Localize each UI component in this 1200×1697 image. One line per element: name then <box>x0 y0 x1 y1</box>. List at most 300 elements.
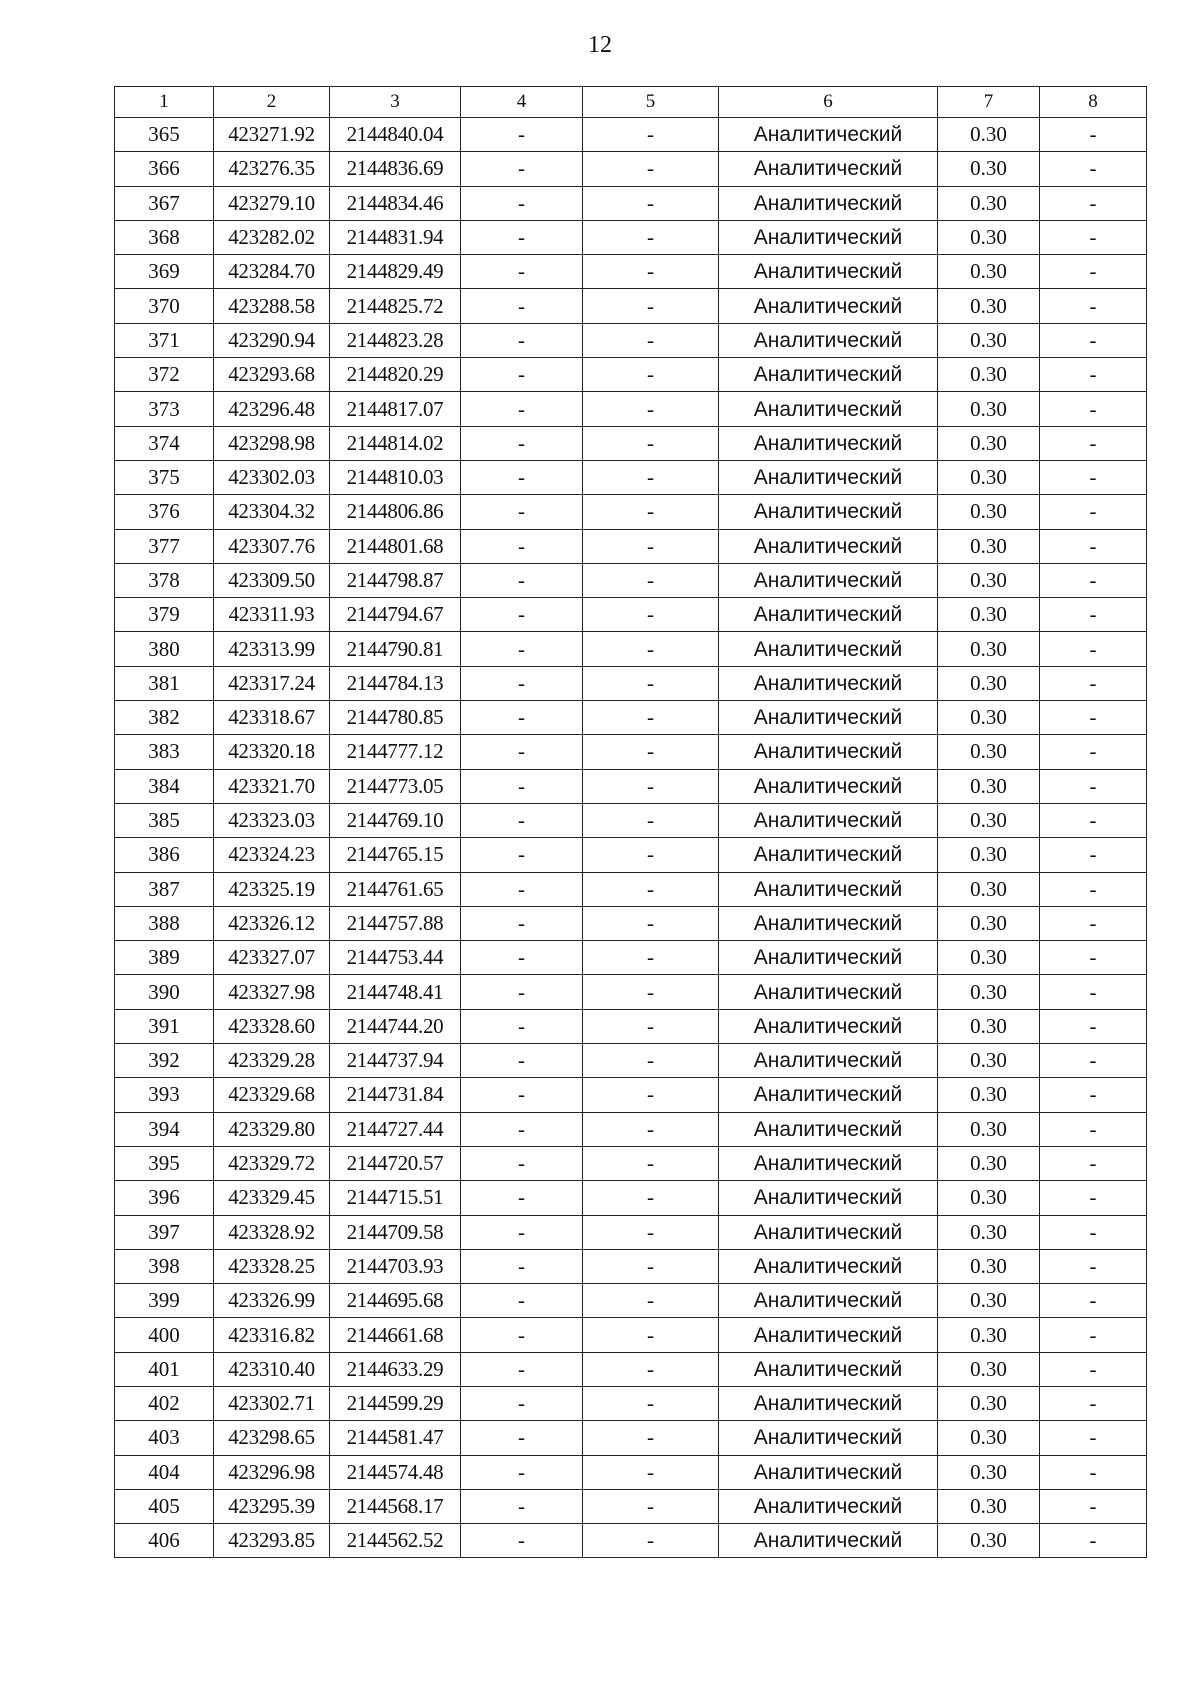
table-row <box>115 941 1147 975</box>
table-row <box>115 1386 1147 1420</box>
table-row <box>115 1489 1147 1523</box>
point-number-cell: 379 <box>115 598 214 632</box>
y-coordinate-cell: 2144599.29 <box>330 1386 461 1420</box>
y-coordinate-cell: 2144731.84 <box>330 1078 461 1112</box>
column-5-cell: - <box>583 186 719 220</box>
column-8-cell: - <box>1040 460 1147 494</box>
method-cell: Аналитический <box>719 392 938 426</box>
column-4-cell: - <box>461 1078 583 1112</box>
method-cell: Аналитический <box>719 1524 938 1558</box>
table-row <box>115 1112 1147 1146</box>
column-header: 4 <box>461 87 583 118</box>
column-4-cell: - <box>461 598 583 632</box>
point-number-cell: 373 <box>115 392 214 426</box>
column-5-cell: - <box>583 529 719 563</box>
column-5-cell: - <box>583 426 719 460</box>
column-5-cell: - <box>583 1489 719 1523</box>
column-5-cell: - <box>583 220 719 254</box>
column-5-cell: - <box>583 1284 719 1318</box>
y-coordinate-cell: 2144814.02 <box>330 426 461 460</box>
column-8-cell: - <box>1040 598 1147 632</box>
point-number-cell: 385 <box>115 803 214 837</box>
method-cell: Аналитический <box>719 1009 938 1043</box>
point-number-cell: 383 <box>115 735 214 769</box>
column-8-cell: - <box>1040 1146 1147 1180</box>
method-cell: Аналитический <box>719 598 938 632</box>
y-coordinate-cell: 2144829.49 <box>330 255 461 289</box>
method-cell: Аналитический <box>719 1386 938 1420</box>
y-coordinate-cell: 2144720.57 <box>330 1146 461 1180</box>
method-cell: Аналитический <box>719 289 938 323</box>
x-coordinate-cell: 423290.94 <box>214 323 330 357</box>
column-8-cell: - <box>1040 1215 1147 1249</box>
accuracy-cell: 0.30 <box>938 1249 1040 1283</box>
method-cell: Аналитический <box>719 1318 938 1352</box>
column-8-cell: - <box>1040 872 1147 906</box>
column-4-cell: - <box>461 1112 583 1146</box>
column-5-cell: - <box>583 1112 719 1146</box>
method-cell: Аналитический <box>719 769 938 803</box>
x-coordinate-cell: 423307.76 <box>214 529 330 563</box>
method-cell: Аналитический <box>719 906 938 940</box>
method-cell: Аналитический <box>719 941 938 975</box>
accuracy-cell: 0.30 <box>938 1352 1040 1386</box>
table-row <box>115 906 1147 940</box>
x-coordinate-cell: 423313.99 <box>214 632 330 666</box>
method-cell: Аналитический <box>719 1112 938 1146</box>
column-5-cell: - <box>583 152 719 186</box>
x-coordinate-cell: 423293.68 <box>214 358 330 392</box>
point-number-cell: 377 <box>115 529 214 563</box>
accuracy-cell: 0.30 <box>938 1386 1040 1420</box>
y-coordinate-cell: 2144806.86 <box>330 495 461 529</box>
column-5-cell: - <box>583 289 719 323</box>
point-number-cell: 366 <box>115 152 214 186</box>
method-cell: Аналитический <box>719 1284 938 1318</box>
method-cell: Аналитический <box>719 666 938 700</box>
accuracy-cell: 0.30 <box>938 1284 1040 1318</box>
column-8-cell: - <box>1040 735 1147 769</box>
page-number: 12 <box>588 32 612 58</box>
column-4-cell: - <box>461 1215 583 1249</box>
x-coordinate-cell: 423296.98 <box>214 1455 330 1489</box>
table-row <box>115 495 1147 529</box>
point-number-cell: 370 <box>115 289 214 323</box>
point-number-cell: 402 <box>115 1386 214 1420</box>
table-row <box>115 563 1147 597</box>
method-cell: Аналитический <box>719 1421 938 1455</box>
accuracy-cell: 0.30 <box>938 118 1040 152</box>
x-coordinate-cell: 423310.40 <box>214 1352 330 1386</box>
accuracy-cell: 0.30 <box>938 1112 1040 1146</box>
x-coordinate-cell: 423328.92 <box>214 1215 330 1249</box>
point-number-cell: 393 <box>115 1078 214 1112</box>
column-4-cell: - <box>461 838 583 872</box>
column-8-cell: - <box>1040 975 1147 1009</box>
column-4-cell: - <box>461 529 583 563</box>
y-coordinate-cell: 2144780.85 <box>330 701 461 735</box>
column-header: 8 <box>1040 87 1147 118</box>
column-8-cell: - <box>1040 1181 1147 1215</box>
table-row <box>115 1524 1147 1558</box>
table-row <box>115 666 1147 700</box>
column-8-cell: - <box>1040 1009 1147 1043</box>
column-4-cell: - <box>461 975 583 1009</box>
y-coordinate-cell: 2144757.88 <box>330 906 461 940</box>
column-5-cell: - <box>583 495 719 529</box>
table-row <box>115 1318 1147 1352</box>
method-cell: Аналитический <box>719 701 938 735</box>
accuracy-cell: 0.30 <box>938 872 1040 906</box>
accuracy-cell: 0.30 <box>938 255 1040 289</box>
accuracy-cell: 0.30 <box>938 1489 1040 1523</box>
point-number-cell: 381 <box>115 666 214 700</box>
y-coordinate-cell: 2144633.29 <box>330 1352 461 1386</box>
point-number-cell: 374 <box>115 426 214 460</box>
column-5-cell: - <box>583 666 719 700</box>
column-4-cell: - <box>461 803 583 837</box>
column-8-cell: - <box>1040 220 1147 254</box>
column-4-cell: - <box>461 1284 583 1318</box>
column-8-cell: - <box>1040 495 1147 529</box>
table-row <box>115 255 1147 289</box>
point-number-cell: 404 <box>115 1455 214 1489</box>
accuracy-cell: 0.30 <box>938 1044 1040 1078</box>
y-coordinate-cell: 2144794.67 <box>330 598 461 632</box>
column-8-cell: - <box>1040 118 1147 152</box>
point-number-cell: 395 <box>115 1146 214 1180</box>
column-5-cell: - <box>583 872 719 906</box>
point-number-cell: 367 <box>115 186 214 220</box>
x-coordinate-cell: 423317.24 <box>214 666 330 700</box>
y-coordinate-cell: 2144753.44 <box>330 941 461 975</box>
y-coordinate-cell: 2144834.46 <box>330 186 461 220</box>
table-row <box>115 1455 1147 1489</box>
accuracy-cell: 0.30 <box>938 495 1040 529</box>
x-coordinate-cell: 423325.19 <box>214 872 330 906</box>
column-4-cell: - <box>461 118 583 152</box>
column-8-cell: - <box>1040 941 1147 975</box>
table-row <box>115 1078 1147 1112</box>
column-4-cell: - <box>461 392 583 426</box>
point-number-cell: 376 <box>115 495 214 529</box>
table-row <box>115 803 1147 837</box>
method-cell: Аналитический <box>719 186 938 220</box>
x-coordinate-cell: 423295.39 <box>214 1489 330 1523</box>
method-cell: Аналитический <box>719 1249 938 1283</box>
method-cell: Аналитический <box>719 1078 938 1112</box>
x-coordinate-cell: 423324.23 <box>214 838 330 872</box>
table-row <box>115 1181 1147 1215</box>
y-coordinate-cell: 2144773.05 <box>330 769 461 803</box>
y-coordinate-cell: 2144695.68 <box>330 1284 461 1318</box>
table-row <box>115 975 1147 1009</box>
column-5-cell: - <box>583 392 719 426</box>
accuracy-cell: 0.30 <box>938 632 1040 666</box>
y-coordinate-cell: 2144761.65 <box>330 872 461 906</box>
x-coordinate-cell: 423328.60 <box>214 1009 330 1043</box>
column-5-cell: - <box>583 1146 719 1180</box>
accuracy-cell: 0.30 <box>938 941 1040 975</box>
column-8-cell: - <box>1040 186 1147 220</box>
method-cell: Аналитический <box>719 495 938 529</box>
point-number-cell: 372 <box>115 358 214 392</box>
column-4-cell: - <box>461 769 583 803</box>
table-row <box>115 1249 1147 1283</box>
y-coordinate-cell: 2144777.12 <box>330 735 461 769</box>
y-coordinate-cell: 2144798.87 <box>330 563 461 597</box>
coordinates-table <box>114 86 1147 1558</box>
column-8-cell: - <box>1040 1352 1147 1386</box>
table-row <box>115 735 1147 769</box>
accuracy-cell: 0.30 <box>938 1318 1040 1352</box>
accuracy-cell: 0.30 <box>938 392 1040 426</box>
column-4-cell: - <box>461 906 583 940</box>
column-4-cell: - <box>461 220 583 254</box>
table-row <box>115 392 1147 426</box>
point-number-cell: 369 <box>115 255 214 289</box>
x-coordinate-cell: 423329.72 <box>214 1146 330 1180</box>
y-coordinate-cell: 2144727.44 <box>330 1112 461 1146</box>
point-number-cell: 387 <box>115 872 214 906</box>
column-8-cell: - <box>1040 632 1147 666</box>
column-8-cell: - <box>1040 666 1147 700</box>
column-8-cell: - <box>1040 701 1147 735</box>
table-row <box>115 186 1147 220</box>
table-row <box>115 118 1147 152</box>
column-8-cell: - <box>1040 289 1147 323</box>
x-coordinate-cell: 423302.03 <box>214 460 330 494</box>
column-4-cell: - <box>461 186 583 220</box>
accuracy-cell: 0.30 <box>938 1009 1040 1043</box>
x-coordinate-cell: 423282.02 <box>214 220 330 254</box>
x-coordinate-cell: 423276.35 <box>214 152 330 186</box>
method-cell: Аналитический <box>719 1146 938 1180</box>
method-cell: Аналитический <box>719 118 938 152</box>
table-header <box>115 87 1147 118</box>
accuracy-cell: 0.30 <box>938 1146 1040 1180</box>
accuracy-cell: 0.30 <box>938 426 1040 460</box>
column-8-cell: - <box>1040 838 1147 872</box>
column-8-cell: - <box>1040 1524 1147 1558</box>
method-cell: Аналитический <box>719 975 938 1009</box>
accuracy-cell: 0.30 <box>938 1455 1040 1489</box>
point-number-cell: 388 <box>115 906 214 940</box>
point-number-cell: 405 <box>115 1489 214 1523</box>
column-8-cell: - <box>1040 426 1147 460</box>
x-coordinate-cell: 423298.98 <box>214 426 330 460</box>
point-number-cell: 368 <box>115 220 214 254</box>
accuracy-cell: 0.30 <box>938 598 1040 632</box>
column-8-cell: - <box>1040 1318 1147 1352</box>
column-4-cell: - <box>461 666 583 700</box>
x-coordinate-cell: 423311.93 <box>214 598 330 632</box>
column-header: 2 <box>214 87 330 118</box>
table-row <box>115 1009 1147 1043</box>
accuracy-cell: 0.30 <box>938 1078 1040 1112</box>
y-coordinate-cell: 2144840.04 <box>330 118 461 152</box>
column-header: 3 <box>330 87 461 118</box>
y-coordinate-cell: 2144825.72 <box>330 289 461 323</box>
column-5-cell: - <box>583 1318 719 1352</box>
accuracy-cell: 0.30 <box>938 803 1040 837</box>
column-8-cell: - <box>1040 1078 1147 1112</box>
x-coordinate-cell: 423284.70 <box>214 255 330 289</box>
x-coordinate-cell: 423321.70 <box>214 769 330 803</box>
point-number-cell: 406 <box>115 1524 214 1558</box>
method-cell: Аналитический <box>719 838 938 872</box>
table-row <box>115 1215 1147 1249</box>
method-cell: Аналитический <box>719 1215 938 1249</box>
column-4-cell: - <box>461 632 583 666</box>
x-coordinate-cell: 423288.58 <box>214 289 330 323</box>
accuracy-cell: 0.30 <box>938 460 1040 494</box>
table-row <box>115 289 1147 323</box>
column-8-cell: - <box>1040 1455 1147 1489</box>
point-number-cell: 380 <box>115 632 214 666</box>
point-number-cell: 401 <box>115 1352 214 1386</box>
table-row <box>115 1044 1147 1078</box>
accuracy-cell: 0.30 <box>938 323 1040 357</box>
point-number-cell: 384 <box>115 769 214 803</box>
column-5-cell: - <box>583 769 719 803</box>
accuracy-cell: 0.30 <box>938 906 1040 940</box>
column-8-cell: - <box>1040 255 1147 289</box>
column-8-cell: - <box>1040 1249 1147 1283</box>
accuracy-cell: 0.30 <box>938 563 1040 597</box>
column-8-cell: - <box>1040 1489 1147 1523</box>
header-row <box>115 87 1147 118</box>
column-4-cell: - <box>461 1009 583 1043</box>
accuracy-cell: 0.30 <box>938 666 1040 700</box>
column-4-cell: - <box>461 289 583 323</box>
table-row <box>115 460 1147 494</box>
column-5-cell: - <box>583 598 719 632</box>
point-number-cell: 378 <box>115 563 214 597</box>
x-coordinate-cell: 423326.99 <box>214 1284 330 1318</box>
accuracy-cell: 0.30 <box>938 1524 1040 1558</box>
point-number-cell: 375 <box>115 460 214 494</box>
y-coordinate-cell: 2144709.58 <box>330 1215 461 1249</box>
method-cell: Аналитический <box>719 426 938 460</box>
column-8-cell: - <box>1040 323 1147 357</box>
y-coordinate-cell: 2144765.15 <box>330 838 461 872</box>
column-5-cell: - <box>583 563 719 597</box>
accuracy-cell: 0.30 <box>938 1421 1040 1455</box>
y-coordinate-cell: 2144748.41 <box>330 975 461 1009</box>
table-row <box>115 701 1147 735</box>
column-4-cell: - <box>461 941 583 975</box>
column-5-cell: - <box>583 701 719 735</box>
column-5-cell: - <box>583 1455 719 1489</box>
column-8-cell: - <box>1040 563 1147 597</box>
method-cell: Аналитический <box>719 735 938 769</box>
x-coordinate-cell: 423329.28 <box>214 1044 330 1078</box>
method-cell: Аналитический <box>719 460 938 494</box>
column-5-cell: - <box>583 1044 719 1078</box>
column-5-cell: - <box>583 1215 719 1249</box>
column-8-cell: - <box>1040 529 1147 563</box>
table-row <box>115 1284 1147 1318</box>
column-4-cell: - <box>461 152 583 186</box>
accuracy-cell: 0.30 <box>938 186 1040 220</box>
accuracy-cell: 0.30 <box>938 975 1040 1009</box>
y-coordinate-cell: 2144715.51 <box>330 1181 461 1215</box>
point-number-cell: 399 <box>115 1284 214 1318</box>
point-number-cell: 398 <box>115 1249 214 1283</box>
table-row <box>115 598 1147 632</box>
column-4-cell: - <box>461 872 583 906</box>
column-4-cell: - <box>461 1044 583 1078</box>
x-coordinate-cell: 423279.10 <box>214 186 330 220</box>
column-4-cell: - <box>461 1146 583 1180</box>
method-cell: Аналитический <box>719 220 938 254</box>
column-8-cell: - <box>1040 392 1147 426</box>
y-coordinate-cell: 2144661.68 <box>330 1318 461 1352</box>
column-4-cell: - <box>461 1181 583 1215</box>
table-row <box>115 529 1147 563</box>
column-5-cell: - <box>583 975 719 1009</box>
column-5-cell: - <box>583 1009 719 1043</box>
point-number-cell: 391 <box>115 1009 214 1043</box>
column-header: 6 <box>719 87 938 118</box>
x-coordinate-cell: 423302.71 <box>214 1386 330 1420</box>
column-8-cell: - <box>1040 906 1147 940</box>
column-4-cell: - <box>461 701 583 735</box>
point-number-cell: 400 <box>115 1318 214 1352</box>
accuracy-cell: 0.30 <box>938 1181 1040 1215</box>
point-number-cell: 397 <box>115 1215 214 1249</box>
x-coordinate-cell: 423320.18 <box>214 735 330 769</box>
y-coordinate-cell: 2144831.94 <box>330 220 461 254</box>
table-row <box>115 323 1147 357</box>
x-coordinate-cell: 423293.85 <box>214 1524 330 1558</box>
column-5-cell: - <box>583 255 719 289</box>
method-cell: Аналитический <box>719 632 938 666</box>
column-5-cell: - <box>583 1352 719 1386</box>
x-coordinate-cell: 423329.80 <box>214 1112 330 1146</box>
column-4-cell: - <box>461 255 583 289</box>
table-row <box>115 838 1147 872</box>
column-8-cell: - <box>1040 1421 1147 1455</box>
column-5-cell: - <box>583 1421 719 1455</box>
method-cell: Аналитический <box>719 1352 938 1386</box>
y-coordinate-cell: 2144810.03 <box>330 460 461 494</box>
column-8-cell: - <box>1040 803 1147 837</box>
x-coordinate-cell: 423328.25 <box>214 1249 330 1283</box>
column-4-cell: - <box>461 1318 583 1352</box>
column-5-cell: - <box>583 358 719 392</box>
column-8-cell: - <box>1040 1044 1147 1078</box>
table-row <box>115 152 1147 186</box>
x-coordinate-cell: 423304.32 <box>214 495 330 529</box>
column-8-cell: - <box>1040 1284 1147 1318</box>
table-row <box>115 632 1147 666</box>
method-cell: Аналитический <box>719 563 938 597</box>
y-coordinate-cell: 2144823.28 <box>330 323 461 357</box>
point-number-cell: 371 <box>115 323 214 357</box>
column-4-cell: - <box>461 358 583 392</box>
accuracy-cell: 0.30 <box>938 769 1040 803</box>
x-coordinate-cell: 423326.12 <box>214 906 330 940</box>
column-4-cell: - <box>461 495 583 529</box>
column-4-cell: - <box>461 426 583 460</box>
x-coordinate-cell: 423296.48 <box>214 392 330 426</box>
accuracy-cell: 0.30 <box>938 529 1040 563</box>
column-5-cell: - <box>583 1386 719 1420</box>
point-number-cell: 396 <box>115 1181 214 1215</box>
point-number-cell: 403 <box>115 1421 214 1455</box>
